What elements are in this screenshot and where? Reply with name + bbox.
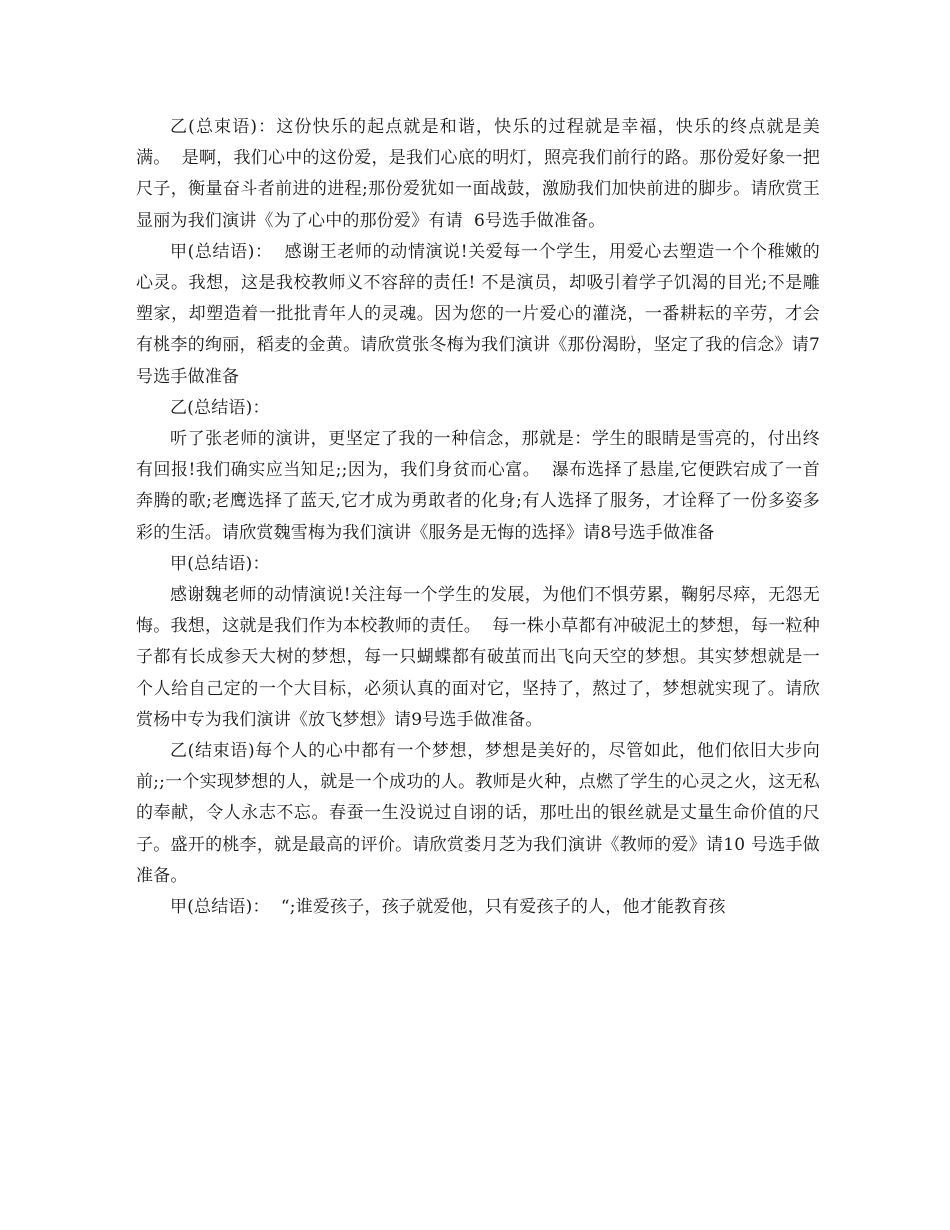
paragraph-jia-summary-1: 甲(总结语)： 感谢王老师的动情演说!关爱每一个学生，用爱心去塑造一个个稚嫩的心灵。我想，这是我校教师义不容辞的责任! 不是演员，却吸引着学子饥渴的目光;不是雕塑家，却塑造着一批批青年人的灵魂。因为您的一片爱心的灌浇，一番耕耘的辛劳，才会有桃李的绚丽，稻麦的金黄。请欣赏张冬梅为我们演讲《那份渴盼，坚定了我的信念》请7号选手做准备: [136, 241, 820, 387]
paragraph-yi-closing-remarks: 乙(总束语)：这份快乐的起点就是和谐，快乐的过程就是幸福，快乐的终点就是美满。 是啊，我们心中的这份爱，是我们心底的明灯，照亮我们前行的路。那份爱好象一把尺子，衡量奋斗者前进的进程;那份爱犹如一面战鼓，激励我们加快前进的脚步。请欣赏王显丽为我们演讲《为了心中的那份爱》有请 6号选手做准备。: [136, 117, 820, 231]
paragraph-jia-summary-body: 感谢魏老师的动情演说!关注每一个学生的发展，为他们不惧劳累，鞠躬尽瘁，无怨无悔。我想，这就是我们作为本校教师的责任。 每一株小草都有冲破泥土的梦想，每一粒种子都有长成参天大树的梦想，每一只蝴蝶都有破茧而出飞向天空的梦想。其实梦想就是一个人给自己定的一个大目标，必须认真的面对它，坚持了，熬过了，梦想就实现了。请欣赏杨中专为我们演讲《放飞梦想》请9号选手做准备。: [136, 585, 820, 730]
paragraph-yi-ending-remarks: 乙(结束语)每个人的心中都有一个梦想，梦想是美好的，尽管如此，他们依旧大步向前;;一个实现梦想的人，就是一个成功的人。教师是火种，点燃了学生的心灵之火，这无私的奉献，令人永志不忘。春蚕一生没说过自诩的话，那吐出的银丝就是丈量生命价值的尺子。盛开的桃李，就是最高的评价。请欣赏娄月芝为我们演讲《教师的爱》请10 号选手做准备。: [136, 741, 820, 886]
paragraph-jia-summary-heading: 甲(总结语)：: [170, 553, 270, 574]
paragraph-yi-summary-body: 听了张老师的演讲，更坚定了我的一种信念，那就是：学生的眼睛是雪亮的，付出终有回报!我们确实应当知足;;因为，我们身贫而心富。 瀑布选择了悬崖,它便跌宕成了一首奔腾的歌;老鹰选择了蓝天,它才成为勇敢者的化身;有人选择了服务，才诠释了一份多姿多彩的生活。请欣赏魏雪梅为我们演讲《服务是无悔的选择》请8号选手做准备: [136, 429, 820, 543]
paragraph-jia-summary-final: 甲(总结语)： “;谁爱孩子，孩子就爱他，只有爱孩子的人，他才能教育孩: [170, 897, 726, 918]
paragraph-yi-summary-heading: 乙(总结语)：: [170, 397, 270, 418]
document-body: [136, 112, 820, 923]
